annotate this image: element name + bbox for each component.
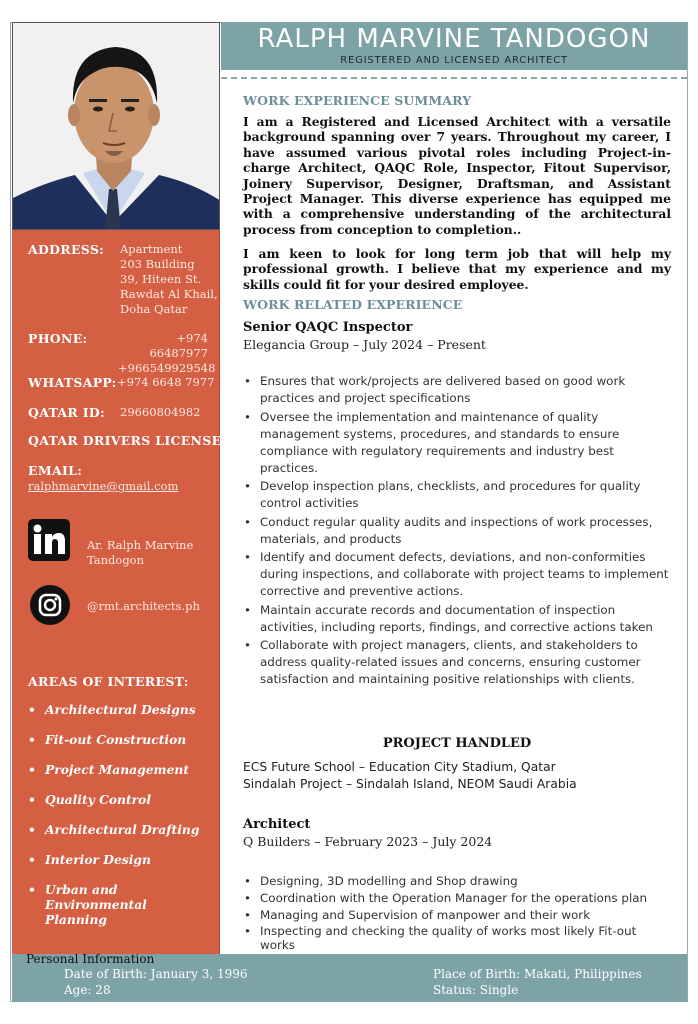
interests-title: AREAS OF INTEREST:	[28, 674, 189, 689]
project-item: Sindalah Project – Sindalah Island, NEOM Saudi Arabia	[243, 777, 577, 791]
summary-paragraph: I am a Registered and Licensed Architect with a versatile background spanning over 7 years. Throughout my career, I have assumed various pivotal roles including Project-in-charge Architect, QAQC Role, Inspector, Fitout Supervisor, Joinery Supervisor, Designer, Draftsman, and Assistant Project Manager. This diverse experience has equipped me with a comprehensive understanding of the architectural process from conception to completion..	[243, 114, 671, 237]
address-value	[120, 242, 218, 317]
address-line: Doha Qatar	[120, 302, 188, 316]
linkedin-name[interactable]	[87, 538, 193, 568]
interest-item: • Quality Control	[28, 792, 213, 807]
duty-item: • Designing, 3D modelling and Shop drawing	[243, 873, 671, 890]
address-line: Apartment	[120, 242, 183, 256]
duty-item: • Managing and Supervision of manpower and their work	[243, 907, 671, 924]
project-item: ECS Future School – Education City Stadium, Qatar	[243, 760, 556, 774]
duty-item: • Maintain accurate records and documentation of inspection activities, including reports, findings, and corrective actions taken	[243, 602, 671, 636]
phone-line: +966549929548	[118, 361, 216, 375]
whatsapp-value: +974 6648 7977	[117, 375, 215, 389]
date-of-birth: Date of Birth: January 3, 1996	[64, 967, 248, 981]
age: Age: 28	[64, 983, 111, 997]
career-objective: I am keen to look for long term job that will help my professional growth. I believe that my experience and my skills could fit for your desired employee.	[243, 246, 671, 292]
drivers-license: QATAR DRIVERS LICENSE	[28, 433, 222, 448]
job-title: Senior QAQC Inspector	[243, 320, 413, 335]
address-label: ADDRESS:	[28, 242, 105, 257]
interest-item: • Fit-out Construction	[28, 732, 213, 747]
civil-status: Status: Single	[433, 983, 519, 997]
summary-title: WORK EXPERIENCE SUMMARY	[243, 93, 472, 108]
address-line: 39, Hiteen St.	[120, 272, 202, 286]
duty-item: • Identify and document defects, deviations, and non-conformities during inspections, and collaborate with project teams to implement corrective and preventive actions.	[243, 549, 671, 600]
whatsapp-label: WHATSAPP:	[28, 375, 117, 390]
projects-title: PROJECT HANDLED	[382, 736, 532, 751]
phone-value	[118, 331, 216, 376]
instagram-icon[interactable]	[30, 585, 70, 625]
job-company: Q Builders – February 2023 – July 2024	[243, 834, 493, 849]
duty-item: • Collaborate with project managers, clients, and stakeholders to address quality-related issues and concerns, ensuring customer satisfaction and maintaining positive relationships with clients.	[243, 637, 671, 688]
qatar-id-label: QATAR ID:	[28, 405, 105, 420]
portrait-illustration	[13, 23, 220, 230]
interest-item: • Urban and Environmental Planning	[28, 882, 213, 927]
interest-item: • Architectural Drafting	[28, 822, 213, 837]
duty-item: • Ensures that work/projects are delivered based on good work practices and project specifications	[243, 373, 671, 407]
linkedin-icon[interactable]	[28, 519, 70, 561]
duty-item: • Develop inspection plans, checklists, and procedures for quality control activities	[243, 478, 671, 512]
candidate-name: RALPH MARVINE TANDOGON	[257, 24, 651, 54]
place-of-birth: Place of Birth: Makati, Philippines	[433, 967, 642, 981]
email-link[interactable]: ralphmarvine@gmail.com	[28, 479, 179, 493]
job-duties	[243, 873, 671, 952]
phone-label: PHONE:	[28, 331, 88, 346]
interest-item: • Project Management	[28, 762, 213, 777]
email-label: EMAIL:	[28, 463, 83, 478]
experience-title: WORK RELATED EXPERIENCE	[243, 297, 463, 312]
instagram-handle[interactable]: @rmt.architects.ph	[87, 599, 200, 613]
duty-item: • Oversee the implementation and maintenance of quality management systems, procedures, and standards to ensure compliance with regulatory requirements and industry best practices.	[243, 409, 671, 477]
address-line: 203 Building	[120, 257, 195, 271]
qatar-id-value: 29660804982	[120, 405, 201, 419]
linkedin-name-line: Ar. Ralph Marvine	[87, 538, 194, 552]
profile-photo	[12, 22, 220, 230]
duty-item: • Conduct regular quality audits and inspections of work processes, materials, and products	[243, 514, 671, 548]
candidate-role: REGISTERED AND LICENSED ARCHITECT	[340, 55, 568, 66]
duty-item: • Coordination with the Operation Manager for the operations plan	[243, 890, 671, 907]
header-divider	[221, 77, 687, 79]
phone-line: +974 66487977	[149, 331, 208, 360]
interests-list	[28, 702, 213, 942]
address-line: Rawdat Al Khail,	[120, 287, 218, 301]
linkedin-name-line: Tandogon	[87, 553, 145, 567]
duty-item: • Inspecting and checking the quality of works most likely Fit-out works	[243, 924, 671, 952]
job-company: Elegancia Group – July 2024 – Present	[243, 337, 486, 352]
interest-item: • Architectural Designs	[28, 702, 213, 717]
interest-item: • Interior Design	[28, 852, 213, 867]
personal-info-label: Personal Information	[26, 952, 155, 966]
job-duties	[243, 373, 671, 690]
job-title: Architect	[243, 817, 311, 832]
